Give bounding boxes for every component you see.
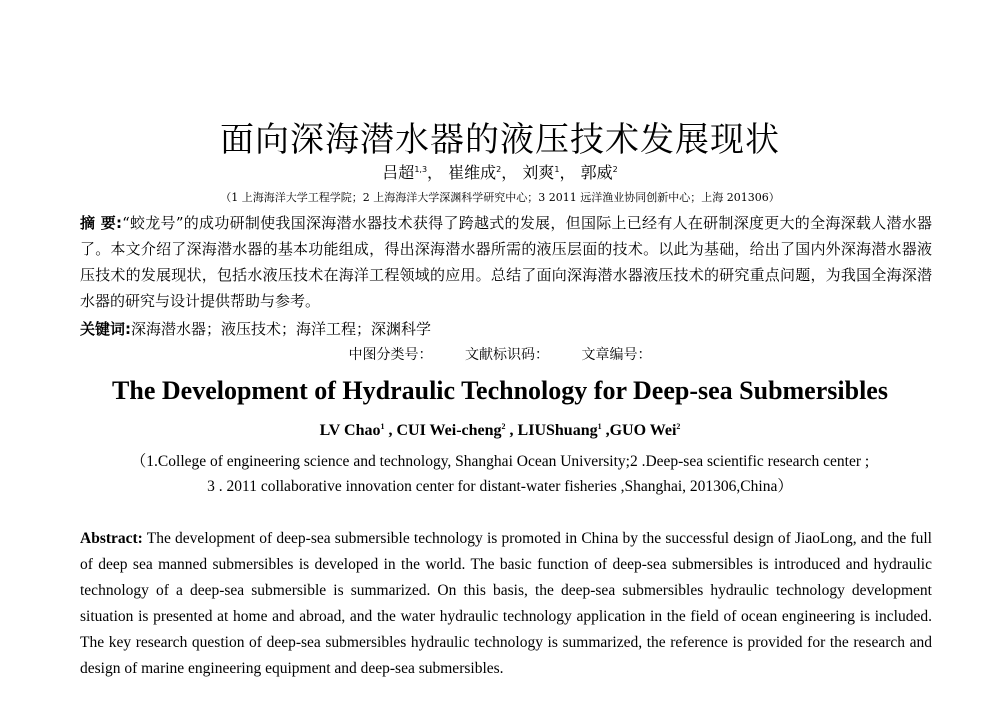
- author-sep: ,: [601, 422, 610, 439]
- english-authors: [0, 422, 1000, 440]
- author-affil-sup: 2: [501, 422, 506, 431]
- chinese-title: 面向深海潜水器的液压技术发展现状: [220, 120, 780, 160]
- english-abstract-label: Abstract:: [80, 530, 143, 547]
- keywords-text: 深海潜水器；液压技术；海洋工程；深渊科学: [131, 320, 432, 338]
- chinese-abstract: [80, 210, 932, 314]
- chinese-abstract-label: 摘 要:: [80, 214, 123, 232]
- author-name: 郭威: [580, 163, 613, 182]
- chinese-affiliation: （1 上海海洋大学工程学院；2 上海海洋大学深渊科学研究中心；3 2011 远洋渔业协同创新中心；上海 201306）: [220, 191, 780, 204]
- english-affiliation-line: （1.College of engineering science and technology, Shanghai Ocean University;2 .Deep-sea scientific research center ;: [130, 453, 870, 470]
- author-affil-sup: 2: [496, 165, 502, 174]
- english-affiliation: [60, 449, 940, 499]
- keywords-label: 关键词:: [80, 320, 131, 338]
- article-number-label: 文章编号：: [581, 347, 652, 363]
- english-abstract-text: The development of deep-sea submersible technology is promoted in China by the successful design of JiaoLong, and the full of deep sea manned submersibles is developed in the world. The basic function of deep-sea submersibles is introduced and hydraulic technology of a deep-sea submersible is summarized. On this basis, the deep-sea submersibles hydraulic technology development situation is presented at home and abroad, and the water hydraulic technology application in the field of ocean engineering is included. The key research question of deep-sea submersibles hydraulic technology is summarized, the reference is provided for the research and design of marine engineering equipment and deep-sea submersibles.: [80, 530, 932, 677]
- author-affil-sup: 2: [612, 165, 618, 174]
- english-title: The Development of Hydraulic Technology for Deep-sea Submersibles: [112, 376, 888, 405]
- author-name: LIUShuang: [517, 422, 598, 439]
- author-affil-sup: 1,3: [414, 165, 428, 174]
- author-name: CUI Wei-cheng: [396, 422, 502, 439]
- author-sep: ,: [505, 422, 518, 439]
- author-affil-sup: 1: [380, 422, 385, 431]
- author-affil-sup: 1: [597, 422, 602, 431]
- author-sep: ，: [427, 163, 444, 182]
- author-name: LV Chao: [319, 422, 381, 439]
- author-sep: ，: [559, 163, 576, 182]
- english-abstract: [80, 526, 932, 682]
- author-name: 吕超: [382, 163, 415, 182]
- english-affiliation-line: 3 . 2011 collaborative innovation center for distant-water fisheries ,Shanghai, 201306,China）: [207, 478, 793, 495]
- classification-line: [0, 344, 1000, 364]
- class-number-label: 中图分类号：: [348, 347, 433, 363]
- author-sep: ,: [384, 422, 397, 439]
- author-name: GUO Wei: [609, 422, 677, 439]
- author-name: 崔维成: [448, 163, 497, 182]
- document-code-label: 文献标识码：: [465, 347, 549, 363]
- chinese-abstract-text: “蛟龙号”的成功研制使我国深海潜水器技术获得了跨越式的发展，但国际上已经有人在研制深度更大的全海深载人潜水器了。本文介绍了深海潜水器的基本功能组成，得出深海潜水器所需的液压层面的技术。以此为基础，给出了国内外深海潜水器液压技术的发展现状，包括水液压技术在海洋工程领域的应用。总结了面向深海潜水器液压技术的研究重点问题，为我国全海深潜水器的研究与设计提供帮助与参考。: [80, 214, 933, 310]
- chinese-authors: [0, 160, 1000, 183]
- author-name: 刘爽: [522, 163, 555, 182]
- author-sep: ，: [501, 163, 518, 182]
- author-affil-sup: 1: [554, 165, 560, 174]
- author-affil-sup: 2: [676, 422, 681, 431]
- chinese-keywords: [80, 318, 932, 339]
